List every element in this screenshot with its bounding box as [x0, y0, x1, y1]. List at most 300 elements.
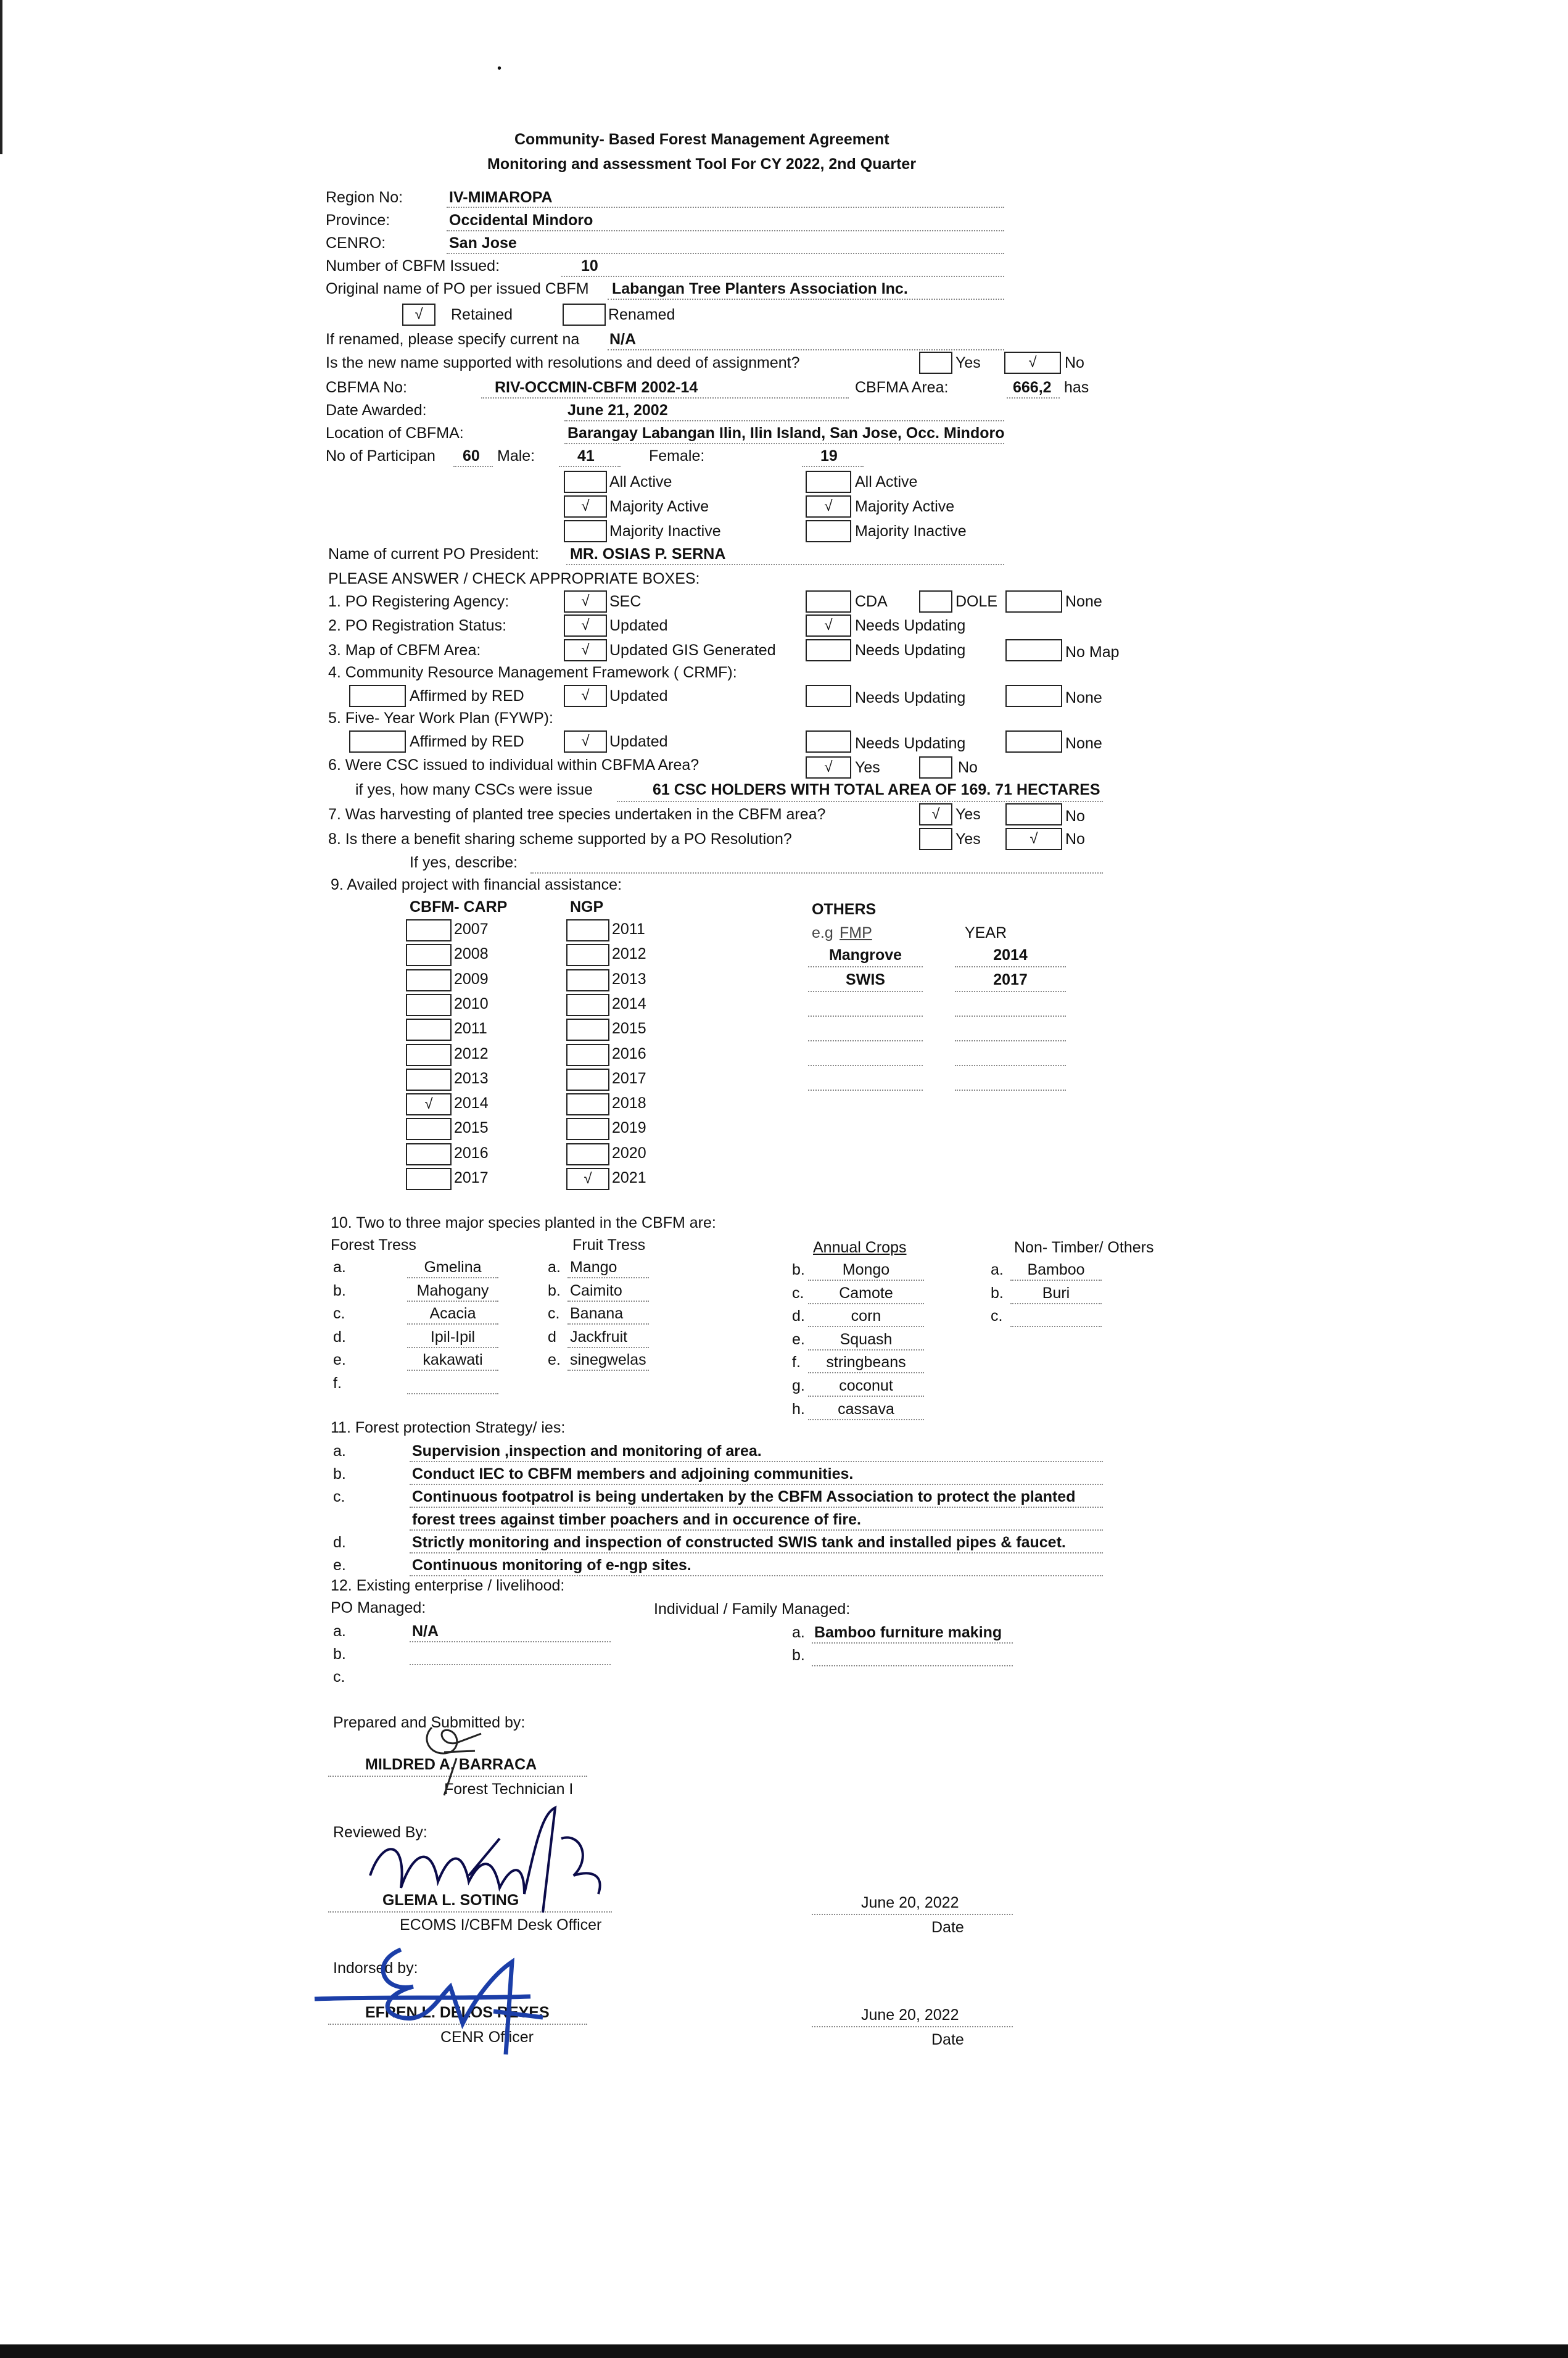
cenro-underline: [447, 253, 1004, 254]
original-name-label: Original name of PO per issued CBFM: [326, 280, 589, 297]
strategy-underline: [410, 1507, 1103, 1508]
individual-enterprise-letter: a.: [792, 1624, 805, 1641]
forest-tree-letter: a.: [333, 1259, 346, 1276]
female-value: 19: [820, 447, 838, 465]
q1-dole-label: DOLE: [955, 593, 998, 610]
forest-tree-item: kakawati: [423, 1351, 483, 1369]
strategy-underline: [410, 1575, 1103, 1576]
ngp-year-checkbox[interactable]: [566, 1143, 609, 1165]
cbfma-no-label: CBFMA No:: [326, 379, 407, 396]
male-underline: [559, 466, 621, 467]
male-value: 41: [577, 447, 595, 465]
ngp-year-label: 2015: [612, 1020, 646, 1038]
reviewed-name: GLEMA L. SOTING: [382, 1892, 519, 1909]
q2-needs-updating-checkbox[interactable]: √: [806, 614, 851, 637]
cbfma-no-value: RIV-OCCMIN-CBFM 2002-14: [495, 379, 698, 396]
q7-yes-label: Yes: [955, 806, 981, 823]
annual-crop-underline: [808, 1396, 924, 1397]
carp-year-checkbox[interactable]: [406, 1118, 452, 1140]
female-all-active-label: All Active: [855, 473, 918, 490]
annual-crop-item: Camote: [839, 1284, 893, 1302]
q10-forest-header: Forest Tress: [331, 1236, 416, 1254]
reviewed-signature: [358, 1802, 617, 1925]
please-answer-heading: PLEASE ANSWER / CHECK APPROPRIATE BOXES:: [328, 570, 700, 587]
female-majority-inactive-label: Majority Inactive: [855, 523, 967, 540]
ngp-year-checkbox[interactable]: [566, 1118, 609, 1140]
male-majority-active-checkbox[interactable]: √: [564, 495, 607, 518]
forest-tree-underline: [407, 1393, 498, 1394]
q9-year-header: YEAR: [965, 924, 1007, 941]
original-name-underline: [608, 299, 1004, 300]
male-majority-inactive-label: Majority Inactive: [609, 523, 721, 540]
q5-updated-checkbox[interactable]: √: [564, 730, 607, 753]
non-timber-letter: a.: [991, 1261, 1004, 1278]
forest-tree-letter: d.: [333, 1328, 346, 1346]
others-name-line: [808, 1040, 923, 1041]
if-renamed-label: If renamed, please specify current na: [326, 331, 580, 348]
fruit-tree-underline: [567, 1323, 649, 1325]
carp-year-checkbox[interactable]: [406, 944, 452, 966]
q5-needs-updating-label: Needs Updating: [855, 735, 966, 752]
forest-tree-letter: b.: [333, 1281, 346, 1299]
strategy-item: Conduct IEC to CBFM members and adjoining communities.: [412, 1465, 854, 1483]
forest-tree-letter: e.: [333, 1351, 346, 1369]
indorsed-name: EFREN L. DELOS REYES: [365, 2004, 550, 2021]
ngp-year-label: 2017: [612, 1069, 646, 1087]
prepared-label: Prepared and Submitted by:: [333, 1714, 526, 1731]
province-label: Province:: [326, 212, 390, 229]
q5-affirmed-label: Affirmed by RED: [410, 733, 524, 750]
po-enterprise-underline: [410, 1664, 611, 1665]
province-underline: [447, 230, 1004, 231]
cenro-label: CENRO:: [326, 234, 386, 252]
q8-describe-label: If yes, describe:: [410, 854, 518, 871]
q9-other-name-1: Mangrove: [828, 946, 902, 964]
indorsed-signature: [308, 1937, 580, 2061]
carp-year-label: 2007: [454, 920, 489, 938]
ngp-year-checkbox[interactable]: [566, 994, 609, 1016]
others-name-line: [808, 1016, 923, 1017]
cenro-value: San Jose: [449, 234, 517, 252]
q9-eg-fmp: FMP: [840, 924, 872, 941]
q9-other-year-2: 2017: [993, 971, 1028, 988]
q4-label: 4. Community Resource Management Framework ( CRMF):: [328, 664, 737, 681]
annual-crop-underline: [808, 1326, 924, 1327]
q3-updated-gis-checkbox[interactable]: √: [564, 639, 607, 661]
prepared-name: MILDRED A. BARRACA: [365, 1756, 537, 1773]
carp-year-label: 2015: [454, 1119, 489, 1137]
carp-year-label: 2016: [454, 1144, 489, 1162]
fruit-tree-item: Banana: [570, 1305, 624, 1323]
male-all-active-checkbox[interactable]: [564, 471, 607, 493]
location-underline: [564, 443, 1004, 444]
others-name-line: [808, 991, 923, 992]
if-renamed-underline: [608, 349, 1004, 350]
strategy-letter: d.: [333, 1534, 346, 1551]
date-awarded-value: June 21, 2002: [567, 402, 668, 419]
strategy-underline: [410, 1484, 1103, 1485]
cbfm-issued-value: 10: [581, 257, 598, 275]
ngp-year-checkbox[interactable]: [566, 1093, 609, 1115]
q9-others-header: OTHERS: [812, 901, 877, 918]
forest-tree-underline: [407, 1323, 498, 1325]
individual-enterprise-letter: b.: [792, 1647, 805, 1664]
q5-label: 5. Five- Year Work Plan (FYWP):: [328, 709, 553, 727]
forest-tree-underline: [407, 1370, 498, 1371]
ngp-year-checkbox[interactable]: [566, 1044, 609, 1066]
q4-affirmed-label: Affirmed by RED: [410, 687, 524, 705]
carp-year-label: 2011: [454, 1020, 487, 1038]
individual-enterprise-item: Bamboo furniture making: [814, 1624, 1002, 1641]
q6-no-checkbox[interactable]: [919, 756, 952, 779]
q8-no-label: No: [1065, 830, 1085, 848]
fruit-tree-letter: a.: [548, 1259, 561, 1276]
indorsed-date-underline: [812, 2026, 1013, 2027]
forest-tree-item: Ipil-Ipil: [430, 1328, 476, 1346]
carp-year-checkbox[interactable]: [406, 1069, 452, 1091]
president-label: Name of current PO President:: [328, 545, 539, 563]
q6-label: 6. Were CSC issued to individual within CBFMA Area?: [328, 756, 699, 774]
individual-enterprise-underline: [812, 1665, 1013, 1666]
q4-none-label: None: [1065, 689, 1102, 706]
location-label: Location of CBFMA:: [326, 424, 464, 442]
q8-label: 8. Is there a benefit sharing scheme supported by a PO Resolution?: [328, 830, 792, 848]
strategy-item: Continuous monitoring of e-ngp sites.: [412, 1557, 691, 1574]
strategy-letter: e.: [333, 1557, 346, 1574]
q4-none-checkbox[interactable]: [1005, 685, 1062, 707]
fruit-tree-underline: [567, 1277, 649, 1278]
q2-updated-label: Updated: [609, 617, 668, 634]
reviewed-date-underline: [812, 1914, 1013, 1915]
q1-sec-label: SEC: [609, 593, 642, 610]
forest-tree-underline: [407, 1277, 498, 1278]
strategy-item: Strictly monitoring and inspection of constructed SWIS tank and installed pipes & faucet.: [412, 1534, 1066, 1551]
annual-crop-letter: e.: [792, 1330, 805, 1348]
q2-label: 2. PO Registration Status:: [328, 617, 507, 634]
scan-edge-left: [0, 0, 2, 154]
q3-needs-updating-label: Needs Updating: [855, 642, 966, 659]
q5-none-checkbox[interactable]: [1005, 730, 1062, 753]
female-majority-active-label: Majority Active: [855, 498, 955, 515]
cbfma-area-unit: has: [1064, 379, 1089, 396]
cbfma-area-value: 666,2: [1013, 379, 1052, 396]
annual-crop-item: corn: [851, 1307, 881, 1325]
q12-individual-label: Individual / Family Managed:: [654, 1600, 851, 1618]
if-renamed-value: N/A: [609, 331, 637, 348]
fruit-tree-letter: d: [548, 1328, 556, 1346]
reviewed-title: ECOMS I/CBFM Desk Officer: [400, 1916, 602, 1934]
ngp-year-checkbox[interactable]: [566, 1019, 609, 1041]
indorsed-title: CENR Officer: [440, 2029, 534, 2046]
fruit-tree-item: Caimito: [570, 1281, 622, 1299]
strategy-underline: [410, 1529, 1103, 1531]
participants-underline: [453, 466, 493, 467]
q10-fruit-header: Fruit Tress: [572, 1236, 646, 1254]
scan-edge-bottom: [0, 2344, 1568, 2358]
carp-year-checkbox[interactable]: [406, 969, 452, 991]
carp-year-checkbox[interactable]: [406, 1143, 452, 1165]
annual-crop-item: stringbeans: [826, 1354, 906, 1371]
non-timber-letter: b.: [991, 1284, 1004, 1302]
q3-no-map-label: No Map: [1065, 643, 1120, 661]
forest-tree-letter: f.: [333, 1375, 342, 1392]
new-name-no-checkbox[interactable]: √: [1004, 352, 1061, 374]
forest-tree-item: Gmelina: [424, 1259, 482, 1276]
retained-checkbox[interactable]: √: [402, 304, 435, 326]
male-label: Male:: [497, 447, 535, 465]
q9-ngp-header: NGP: [570, 898, 604, 916]
prepared-signature: [407, 1703, 506, 1802]
q4-updated-label: Updated: [609, 687, 668, 705]
non-timber-underline: [1010, 1326, 1102, 1327]
forest-tree-letter: c.: [333, 1305, 345, 1323]
male-all-active-label: All Active: [609, 473, 672, 490]
new-name-no-label: No: [1065, 354, 1084, 371]
annual-crop-letter: g.: [792, 1377, 805, 1394]
q4-needs-updating-label: Needs Updating: [855, 689, 966, 706]
fruit-tree-item: sinegwelas: [570, 1351, 646, 1369]
cbfm-issued-underline: [561, 276, 1004, 277]
original-name-value: Labangan Tree Planters Association Inc.: [612, 280, 908, 297]
province-value: Occidental Mindoro: [449, 212, 593, 229]
ngp-year-label: 2013: [612, 970, 646, 988]
q4-needs-updating-checkbox[interactable]: [806, 685, 851, 707]
fruit-tree-letter: e.: [548, 1351, 561, 1369]
fruit-tree-underline: [567, 1347, 649, 1348]
region-value: IV-MIMAROPA: [449, 189, 553, 206]
ngp-year-label: 2011: [612, 920, 645, 938]
q10-label: 10. Two to three major species planted in the CBFM are:: [331, 1214, 716, 1231]
fruit-tree-letter: b.: [548, 1281, 561, 1299]
form-title-line-1: Community- Based Forest Management Agreement: [514, 131, 889, 148]
q8-no-checkbox[interactable]: √: [1005, 828, 1062, 850]
forest-tree-item: Mahogany: [416, 1281, 489, 1299]
ngp-year-checkbox[interactable]: [566, 1069, 609, 1091]
po-enterprise-letter: a.: [333, 1623, 346, 1640]
strategy-underline: [410, 1552, 1103, 1553]
others-name-line: [808, 1090, 923, 1091]
annual-crop-letter: h.: [792, 1400, 805, 1418]
q6-howmany-underline: [617, 801, 1103, 802]
forest-tree-underline: [407, 1347, 498, 1348]
q6-no-label: No: [958, 759, 978, 776]
new-name-question: Is the new name supported with resolutions and deed of assignment?: [326, 354, 800, 371]
annual-crop-underline: [808, 1372, 924, 1373]
indorsed-label: Indorsed by:: [333, 1959, 418, 1977]
q4-updated-checkbox[interactable]: √: [564, 685, 607, 707]
carp-year-checkbox[interactable]: √: [406, 1093, 452, 1115]
q9-eg-label: e.g: [812, 924, 833, 941]
carp-year-label: 2014: [454, 1094, 489, 1112]
q2-updated-checkbox[interactable]: √: [564, 614, 607, 637]
q7-no-label: No: [1065, 808, 1085, 825]
ngp-year-label: 2018: [612, 1094, 646, 1112]
annual-crop-item: Mongo: [842, 1261, 890, 1278]
q1-none-checkbox[interactable]: [1005, 590, 1062, 613]
carp-year-label: 2009: [454, 970, 489, 988]
non-timber-letter: c.: [991, 1307, 1003, 1325]
strategy-letter: a.: [333, 1442, 346, 1460]
q6-howmany-value: 61 CSC HOLDERS WITH TOTAL AREA OF 169. 71 HECTARES: [653, 781, 1100, 798]
female-underline: [802, 466, 864, 467]
ngp-year-checkbox[interactable]: [566, 919, 609, 941]
carp-year-label: 2017: [454, 1169, 489, 1186]
q6-yes-checkbox[interactable]: √: [806, 756, 851, 779]
carp-year-checkbox[interactable]: [406, 1044, 452, 1066]
q3-label: 3. Map of CBFM Area:: [328, 642, 481, 659]
others-year-line: [955, 1040, 1066, 1041]
male-majority-active-label: Majority Active: [609, 498, 709, 515]
strategy-letter: c.: [333, 1488, 345, 1505]
q9-other-name-2: SWIS: [846, 971, 885, 988]
annual-crop-letter: c.: [792, 1284, 804, 1302]
q3-needs-updating-checkbox[interactable]: [806, 639, 851, 661]
q7-no-checkbox[interactable]: [1005, 803, 1062, 825]
region-label: Region No:: [326, 189, 403, 206]
others-year-line: [955, 1065, 1066, 1066]
renamed-label: Renamed: [608, 306, 675, 323]
fruit-tree-item: Mango: [570, 1259, 617, 1276]
female-majority-active-checkbox[interactable]: √: [806, 495, 851, 518]
annual-crop-underline: [808, 1349, 924, 1351]
scan-dot: •: [497, 62, 502, 75]
carp-year-label: 2013: [454, 1069, 489, 1087]
q9-other-year-1: 2014: [993, 946, 1028, 964]
q6-howmany-label: if yes, how many CSCs were issue: [355, 781, 593, 798]
cbfma-area-underline: [1007, 397, 1060, 399]
fruit-tree-letter: c.: [548, 1305, 560, 1323]
q10-nontimber-header: Non- Timber/ Others: [1014, 1239, 1154, 1256]
new-name-yes-checkbox[interactable]: [919, 352, 952, 374]
q12-label: 12. Existing enterprise / livelihood:: [331, 1577, 565, 1594]
annual-crop-underline: [808, 1280, 924, 1281]
q1-none-label: None: [1065, 593, 1102, 610]
q2-needs-updating-label: Needs Updating: [855, 617, 966, 634]
forest-tree-item: Acacia: [429, 1305, 476, 1323]
q8-yes-label: Yes: [955, 830, 981, 848]
q10-annual-header: Annual Crops: [813, 1239, 907, 1256]
indorsed-date: June 20, 2022: [861, 2006, 959, 2024]
ngp-year-checkbox[interactable]: [566, 944, 609, 966]
carp-year-checkbox[interactable]: [406, 1019, 452, 1041]
ngp-year-label: 2016: [612, 1045, 646, 1062]
others-year-line: [955, 1090, 1066, 1091]
carp-year-label: 2010: [454, 995, 489, 1012]
female-all-active-checkbox[interactable]: [806, 471, 851, 493]
reviewed-date: June 20, 2022: [861, 1894, 959, 1911]
female-majority-inactive-checkbox[interactable]: [806, 520, 851, 542]
non-timber-underline: [1010, 1280, 1102, 1281]
q7-label: 7. Was harvesting of planted tree species undertaken in the CBFM area?: [328, 806, 826, 823]
q9-label: 9. Availed project with financial assistance:: [331, 876, 622, 893]
ngp-year-label: 2019: [612, 1119, 646, 1137]
individual-enterprise-underline: [812, 1642, 1013, 1644]
non-timber-underline: [1010, 1303, 1102, 1304]
male-majority-inactive-checkbox[interactable]: [564, 520, 607, 542]
ngp-year-label: 2021: [612, 1169, 646, 1186]
annual-crop-item: Squash: [840, 1330, 893, 1348]
q1-cda-label: CDA: [855, 593, 888, 610]
ngp-year-checkbox[interactable]: √: [566, 1168, 609, 1190]
q5-updated-label: Updated: [609, 733, 668, 750]
carp-year-checkbox[interactable]: [406, 994, 452, 1016]
retained-label: Retained: [451, 306, 513, 323]
q9-carp-header: CBFM- CARP: [410, 898, 508, 916]
carp-year-checkbox[interactable]: [406, 1168, 452, 1190]
q5-affirmed-checkbox[interactable]: [349, 730, 406, 753]
q12-po-label: PO Managed:: [331, 1599, 426, 1616]
annual-crop-underline: [808, 1419, 924, 1420]
strategy-item: Continuous footpatrol is being undertaken by the CBFM Association to protect the planted: [412, 1488, 1076, 1505]
forest-tree-underline: [407, 1301, 498, 1302]
q4-affirmed-checkbox[interactable]: [349, 685, 406, 707]
others-year-line: [955, 966, 1066, 967]
q8-describe-underline: [530, 872, 1103, 874]
others-year-line: [955, 1016, 1066, 1017]
indorsed-date-label: Date: [931, 2031, 964, 2048]
annual-crop-letter: d.: [792, 1307, 805, 1325]
annual-crop-item: coconut: [839, 1377, 893, 1394]
q1-cda-checkbox[interactable]: [806, 590, 851, 613]
others-name-line: [808, 966, 923, 967]
location-value: Barangay Labangan Ilin, Ilin Island, San Jose, Occ. Mindoro: [567, 424, 1005, 442]
new-name-yes-label: Yes: [955, 354, 981, 371]
fruit-tree-underline: [567, 1370, 649, 1371]
renamed-checkbox[interactable]: [563, 304, 606, 326]
ngp-year-label: 2012: [612, 945, 646, 963]
ngp-year-label: 2014: [612, 995, 646, 1012]
prepared-title: Forest Technician I: [444, 1781, 574, 1798]
president-underline: [566, 564, 1004, 565]
q5-needs-updating-checkbox[interactable]: [806, 730, 851, 753]
po-enterprise-letter: c.: [333, 1668, 345, 1686]
date-awarded-underline: [564, 420, 1004, 421]
po-enterprise-letter: b.: [333, 1645, 346, 1663]
annual-crop-item: cassava: [838, 1400, 894, 1418]
non-timber-item: Buri: [1042, 1284, 1070, 1302]
participants-value: 60: [463, 447, 480, 465]
carp-year-checkbox[interactable]: [406, 919, 452, 941]
q1-dole-checkbox[interactable]: [919, 590, 952, 613]
q3-updated-gis-label: Updated GIS Generated: [609, 642, 776, 659]
strategy-item: Supervision ,inspection and monitoring of area.: [412, 1442, 762, 1460]
carp-year-label: 2012: [454, 1045, 489, 1062]
cbfma-no-underline: [481, 397, 849, 399]
q3-no-map-checkbox[interactable]: [1005, 639, 1062, 661]
female-label: Female:: [649, 447, 705, 465]
participants-label: No of Participan: [326, 447, 435, 465]
strategy-underline: [410, 1461, 1103, 1462]
president-value: MR. OSIAS P. SERNA: [570, 545, 726, 563]
q7-yes-checkbox[interactable]: √: [919, 803, 952, 825]
non-timber-item: Bamboo: [1027, 1261, 1085, 1278]
fruit-tree-item: Jackfruit: [570, 1328, 628, 1346]
others-name-line: [808, 1065, 923, 1066]
ngp-year-checkbox[interactable]: [566, 969, 609, 991]
annual-crop-letter: b.: [792, 1261, 805, 1278]
cbfma-area-label: CBFMA Area:: [855, 379, 949, 396]
q8-yes-checkbox[interactable]: [919, 828, 952, 850]
po-enterprise-underline: [410, 1641, 611, 1642]
strategy-item: forest trees against timber poachers and in occurence of fire.: [412, 1511, 861, 1528]
ngp-year-label: 2020: [612, 1144, 646, 1162]
q1-sec-checkbox[interactable]: √: [564, 590, 607, 613]
reviewed-label: Reviewed By:: [333, 1824, 427, 1841]
strategy-letter: b.: [333, 1465, 346, 1483]
date-awarded-label: Date Awarded:: [326, 402, 427, 419]
fruit-tree-underline: [567, 1301, 649, 1302]
annual-crop-underline: [808, 1303, 924, 1304]
